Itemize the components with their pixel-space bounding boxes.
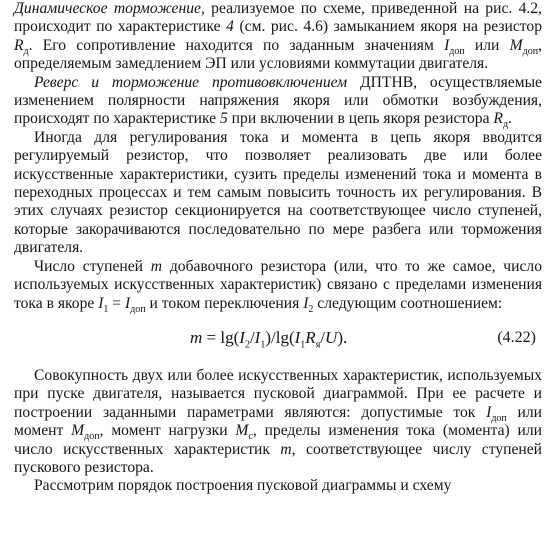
paragraph-regulation: Иногда для регулирования тока и момента в цепь якоря вводится регулируемый резистор, что позволяет реализовать две или более искусственные характеристики, сузить пределы изменений тока и момента в переходных процессах и тем самым повысить точность их регулирования. В этих случаях резистор секционируется на соответствующее число ступеней, которые закорачиваются последовательно по мере разбега или торможения двигателя. bbox=[14, 128, 542, 257]
formula-expression: $m = \lg(I_2/I_1)/\lg(I_1R_я/U)$. bbox=[190, 327, 348, 351]
paragraph-reverse-braking bbox=[14, 74, 542, 129]
paragraph-start-diagram: Совокупность двух или более искусственных характеристик, используемых при пуске двигателя, называется пусковой диаграммой. При ее расчете и построении заданными параметрами являются: допустимые ток $I_{доп}$ или момент $M_{доп}$, момент нагрузки $M_с$, пределы изменения тока (момента) или число искусственных характеристик m, соответствующее числу ступеней пускового резистора. bbox=[14, 366, 542, 476]
formula-block bbox=[14, 321, 542, 359]
text-page bbox=[14, 0, 542, 540]
paragraph-body: , реализуемое по схеме, приведенной на рис. 4.2, происходит по характеристике 4 (см. рис. 4.6) замыканием якоря на резистор $R_д$. Его сопротивление находится по заданным значениям $I_{доп}$ или $M_{доп}$, определяемым замедлением ЭП или условиями коммутации двигателя. bbox=[14, 0, 542, 73]
paragraph-next: Рассмотрим порядок построения пусковой диаграммы и схему bbox=[34, 477, 452, 495]
paragraph-lead: Реверс и торможение противовключением bbox=[34, 73, 348, 91]
paragraph-body: ДПТНВ, осуществляемые изменением полярности напряжения якоря или обмотки возбуждения, происходят по характеристике 5 при включении в цепь якоря резистора $R_д$. bbox=[14, 73, 542, 131]
paragraph-lead: Динамическое торможение bbox=[14, 0, 201, 17]
formula-number: (4.22) bbox=[497, 328, 536, 346]
paragraph-dynamic-braking bbox=[14, 0, 542, 74]
paragraph-steps: Число ступеней m добавочного резистора (или, что то же самое, число используемых искусственных характеристик) связано с пределами изменения тока в якоре $I_1 = I_{доп}$ и током переключения $I_2$ следующим соотношением: bbox=[14, 257, 542, 315]
